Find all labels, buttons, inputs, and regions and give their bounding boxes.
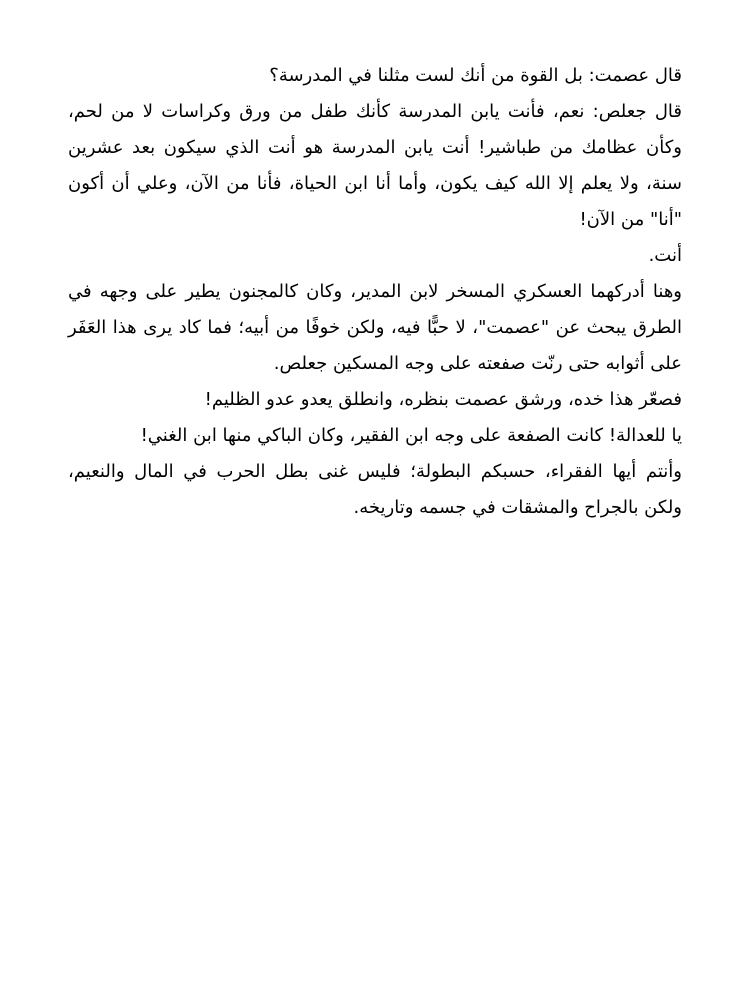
paragraph: قال جعلص: نعم، فأنت يابن المدرسة كأنك طفل من ورق وكراسات لا من لحم، وكأن عظامك من طباشير! أنت يابن المدرسة هو أنت الذي سيكون بعد عشرين سنة، ولا يعلم إلا الله كيف يكون، وأما أنا ابن الحياة، فأنا من الآن، وعلي أن أكون "أنا" من الآن! <box>68 101 682 230</box>
paragraph: فصعّر هذا خده، ورشق عصمت بنظره، وانطلق يعدو عدو الظليم! <box>204 389 682 410</box>
paragraph: وأنتم أيها الفقراء، حسبكم البطولة؛ فليس غنى بطل الحرب في المال والنعيم، ولكن بالجراح والمشقات في جسمه وتاريخه. <box>68 461 682 518</box>
document-body <box>68 58 682 526</box>
paragraph: أنت. <box>648 245 682 266</box>
paragraph: يا للعدالة! كانت الصفعة على وجه ابن الفقير، وكان الباكي منها ابن الغني! <box>140 425 682 446</box>
paragraph: قال عصمت: بل القوة من أنك لست مثلنا في المدرسة؟ <box>269 65 682 86</box>
paragraph: وهنا أدركهما العسكري المسخر لابن المدير، وكان كالمجنون يطير على وجهه في الطرق يبحث عن "عصمت"، لا حبًّا فيه، ولكن خوفًا من أبيه؛ فما كاد يرى هذا العَفَر على أثوابه حتى رنّت صفعته على وجه المسكين جعلص. <box>68 281 682 374</box>
